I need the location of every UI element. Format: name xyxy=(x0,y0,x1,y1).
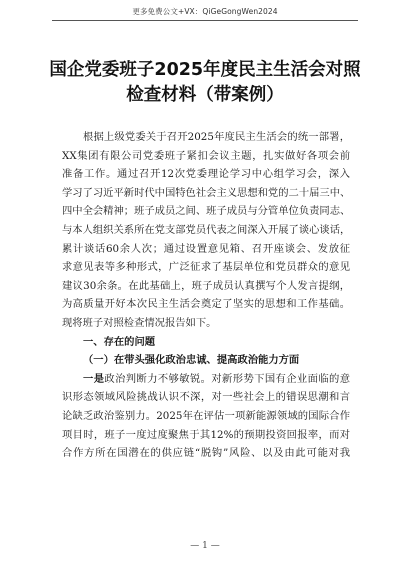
intro-line: 建议30余条。在此基础上，班子成员认真撰写个人发言提纲， xyxy=(62,279,350,292)
title-line-1: 国企党委班子2025年度民主生活会对照 xyxy=(49,60,361,80)
page-number: — 1 — xyxy=(190,541,220,551)
para1-lead-bold: 一是 xyxy=(83,372,105,385)
intro-line: 学习了习近平新时代中国特色社会主义思想和党的二十届三中、 xyxy=(62,186,350,199)
intro-line: 根据上级党委关于召开2025年度民主生活会的统一部署， xyxy=(83,131,350,143)
para1-line: 项目时，班子一度过度聚焦于其12%的预期投资回报率，而对 xyxy=(62,428,350,441)
para1-line: 识形态领域风险挑战认识不深，对一些社会上的错误思潮和言 xyxy=(62,391,350,404)
para1-line: 论缺乏政治鉴别力。2025年在评估一项新能源领域的国际合作 xyxy=(62,409,350,422)
intro-line: 为高质量开好本次民主生活会奠定了坚实的思想和工作基础。 xyxy=(62,298,350,311)
title-line-2: 检查材料（带案例） xyxy=(126,85,284,105)
header-rule xyxy=(52,20,358,21)
section-heading: 一、存在的问题 xyxy=(83,335,156,348)
para1-line: 合作方所在国潜在的供应链“脱钩”风险、以及由此可能对我 xyxy=(62,447,350,460)
intro-line: 与本人组织关系所在党支部党员代表之间深入开展了谈心谈话， xyxy=(62,223,350,236)
document-body xyxy=(62,128,350,463)
subsection-heading: （一）在带头强化政治忠诚、提高政治能力方面 xyxy=(83,354,300,367)
intro-line: 累计谈话60余人次；通过设置意见箱、召开座谈会、发放征 xyxy=(62,242,350,255)
page-header-text: 更多免费公文+VX：QiGeGongWen2024 xyxy=(132,7,278,16)
intro-line: 求意见表等多种形式，广泛征求了基层单位和党员群众的意见 xyxy=(62,261,350,274)
intro-line: 现将班子对照检查情况报告如下。 xyxy=(62,316,217,329)
intro-line: 四中全会精神；班子成员之间、班子成员与分管单位负责同志、 xyxy=(62,205,350,218)
document-title xyxy=(40,58,370,108)
intro-line: XX集团有限公司党委班子紧扣会议主题，扎实做好各项会前 xyxy=(62,149,350,162)
intro-line: 准备工作。通过召开12次党委理论学习中心组学习会，深入 xyxy=(62,168,350,181)
para1-first-line xyxy=(62,370,350,389)
para1-lead-rest: 政治判断力不够敏锐。对新形势下国有企业面临的意 xyxy=(104,372,350,385)
